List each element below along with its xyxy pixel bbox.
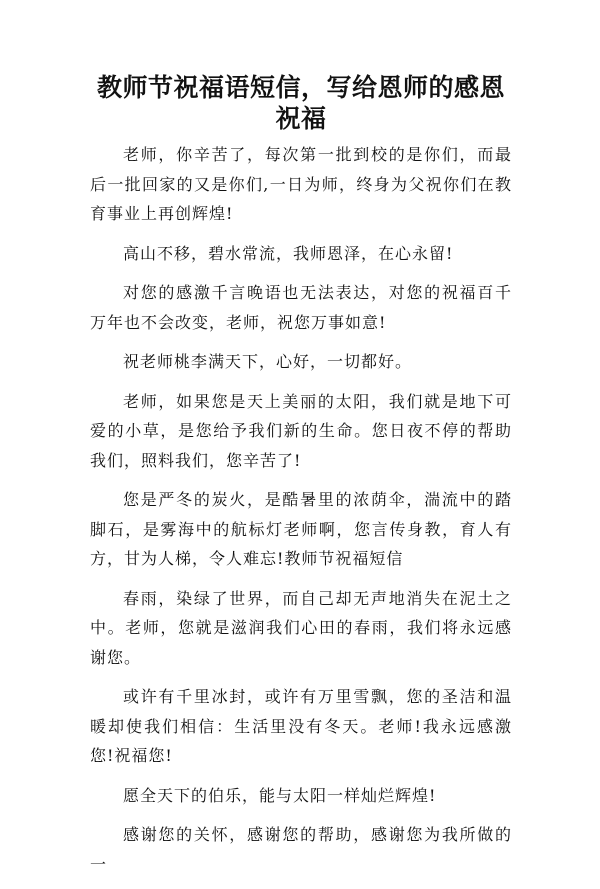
document-page [90, 72, 512, 889]
paragraph-5: 老师，如果您是天上美丽的太阳，我们就是地下可爱的小草，是您给予我们新的生命。您日夜不停的帮助我们，照料我们，您辛苦了! [90, 391, 512, 470]
paragraph-1: 老师，你辛苦了，每次第一批到校的是你们，而最后一批回家的又是你们,一日为师，终身为父祝你们在教育事业上再创辉煌! [90, 145, 512, 223]
paragraph-7: 春雨，染绿了世界，而自己却无声地消失在泥土之中。老师，您就是滋润我们心田的春雨，我们将永远感谢您。 [90, 588, 512, 667]
document-title: 教师节祝福语短信，写给恩师的感恩祝福 [96, 73, 505, 133]
paragraph-4: 祝老师桃李满天下，心好，一切都好。 [123, 352, 413, 371]
paragraph-8: 或许有千里冰封，或许有万里雪飘，您的圣洁和温暖却使我们相信：生活里没有冬天。老师!我永远感激您!祝福您! [90, 687, 512, 765]
paragraph-6: 您是严冬的炭火，是酷暑里的浓荫伞，湍流中的踏脚石，是雾海中的航标灯老师啊，您言传身教，育人有方，甘为人梯，令人难忘!教师节祝福短信 [90, 490, 512, 568]
paragraph-3: 对您的感激千言晚语也无法表达，对您的祝福百千万年也不会改变，老师，祝您万事如意! [90, 283, 512, 332]
paragraph-9: 愿全天下的伯乐，能与太阳一样灿烂辉煌! [123, 785, 437, 805]
paragraph-10: 感谢您的关怀，感谢您的帮助，感谢您为我所做的一 [90, 825, 512, 874]
paragraph-2: 高山不移，碧水常流，我师恩泽，在心永留! [123, 243, 454, 263]
